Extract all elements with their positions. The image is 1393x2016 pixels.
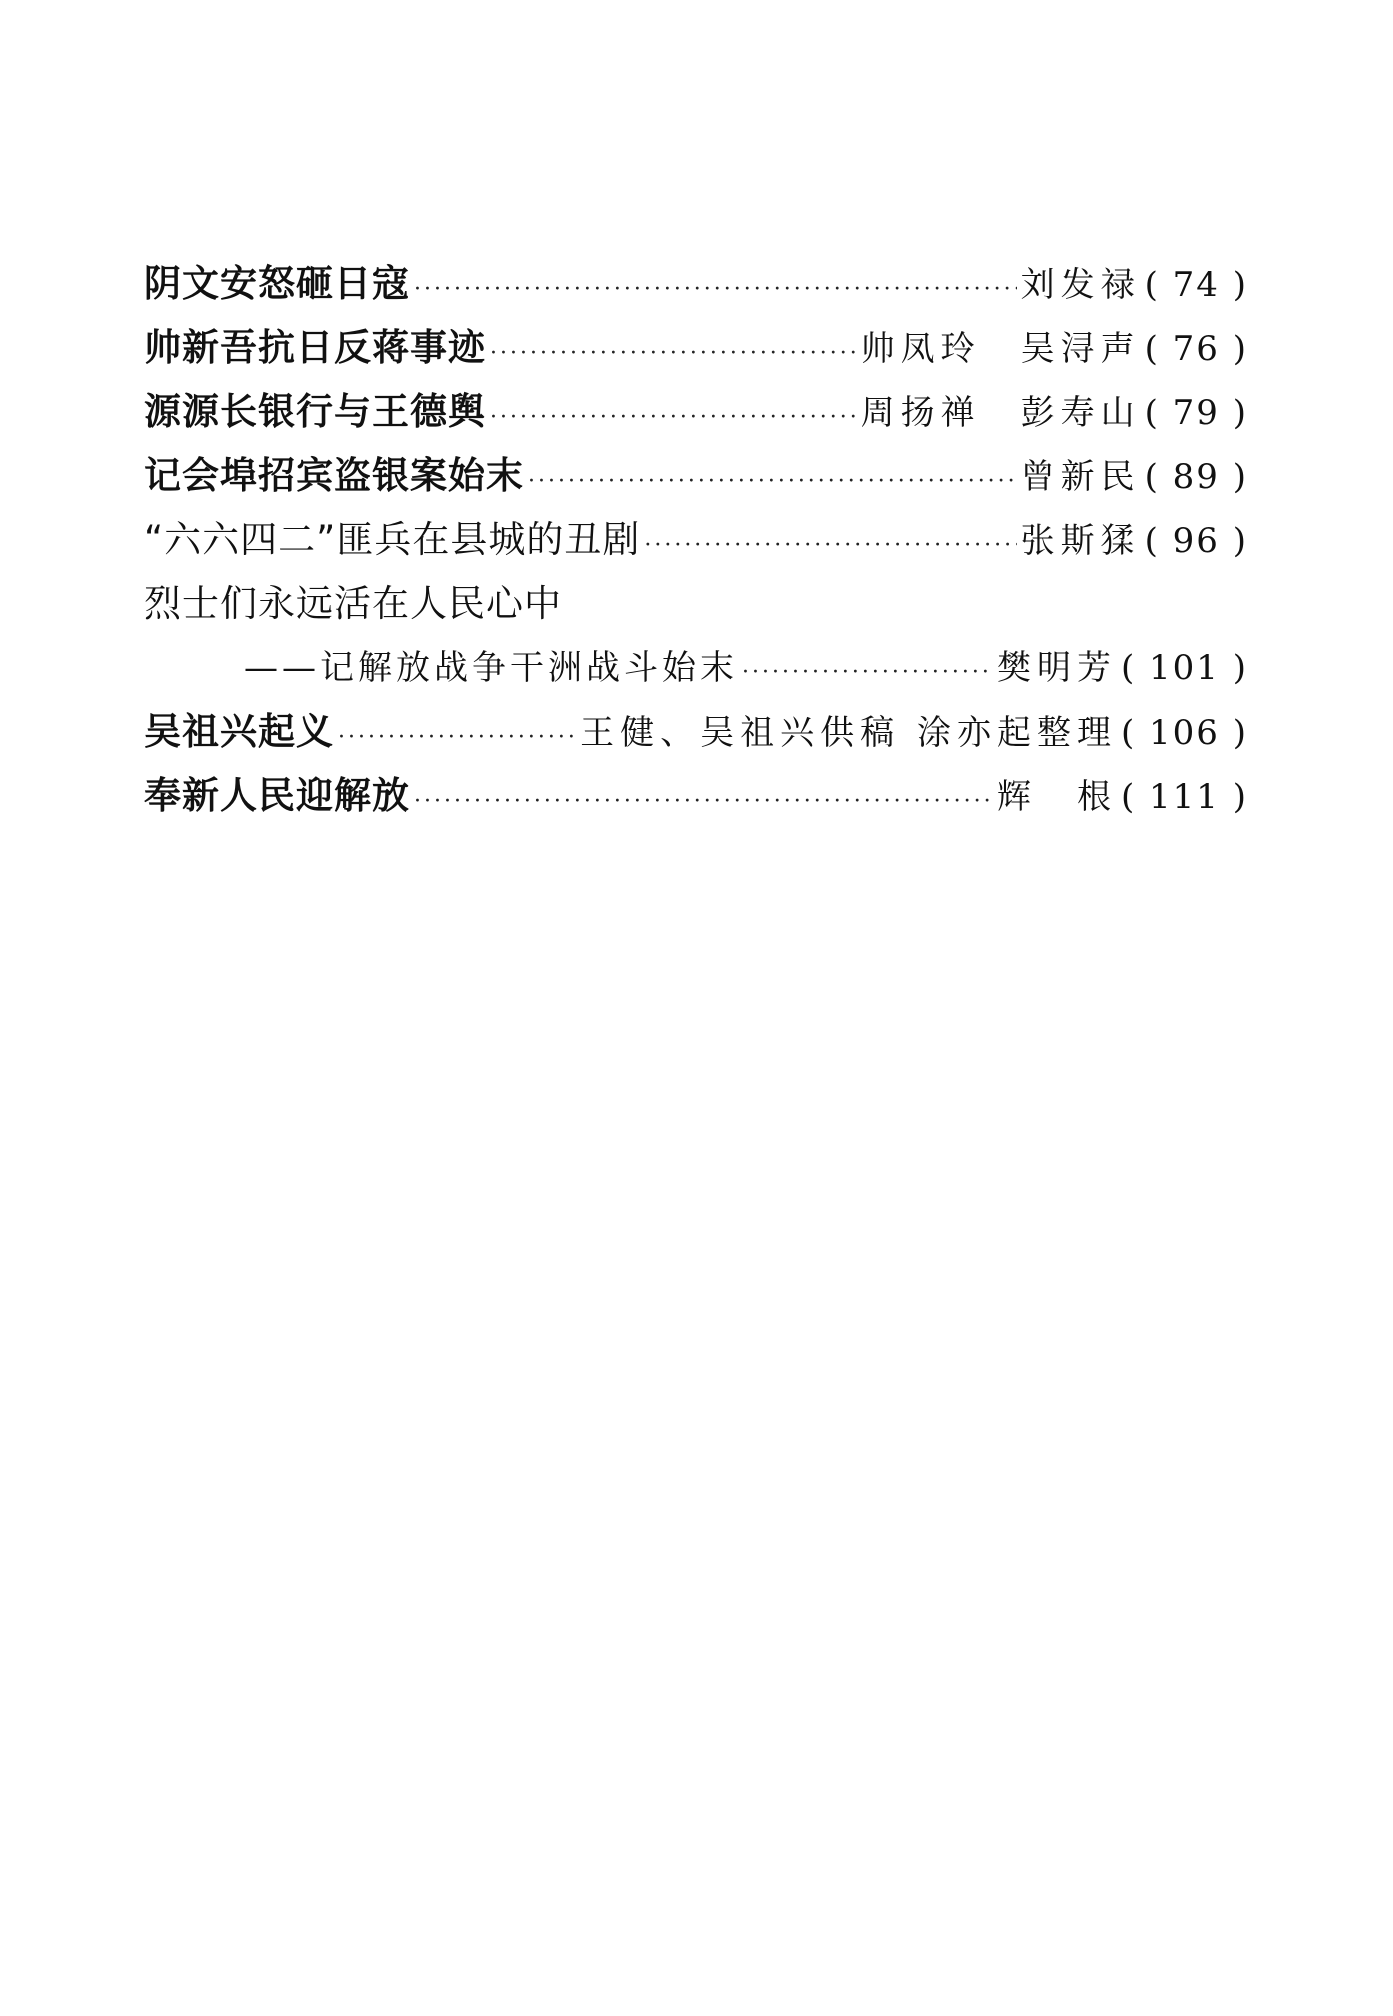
toc-entry-page: ( 76 ) (1144, 329, 1248, 369)
toc-entry-title: “六六四二”匪兵在县城的丑剧 (144, 518, 641, 561)
toc-entry[interactable] (144, 316, 1248, 380)
toc-entry-author: 帅凤玲 吴浔声 (860, 329, 1141, 369)
toc-entry-page: ( 106 ) (1120, 713, 1248, 753)
dot-leader (490, 322, 857, 386)
dot-leader (742, 641, 993, 705)
toc-entry-author: 辉 根 (996, 777, 1117, 817)
table-of-contents (144, 252, 1248, 828)
toc-entry-page: ( 79 ) (1144, 393, 1248, 433)
toc-entry-title: 阴文安怒砸日寇 (144, 262, 410, 305)
toc-entry-page: ( 89 ) (1144, 457, 1248, 497)
toc-entry[interactable] (144, 252, 1248, 316)
toc-entry-title: 源源长银行与王德舆 (144, 390, 486, 433)
toc-entry-author: 刘发禄 (1020, 265, 1141, 305)
toc-entry-title: 烈士们永远活在人民心中 (144, 582, 562, 625)
toc-entry-page: ( 111 ) (1120, 777, 1248, 817)
toc-entry-subtitle-row[interactable] (144, 636, 1248, 700)
toc-entry[interactable] (144, 380, 1248, 444)
toc-entry-author: 曾新民 (1020, 457, 1141, 497)
dot-leader (490, 386, 857, 450)
toc-entry-author: 张斯猱 (1020, 521, 1141, 561)
toc-entry[interactable] (144, 572, 1248, 636)
toc-entry-author: 樊明芳 (996, 648, 1117, 688)
toc-entry-subtitle: ——记解放战争干洲战斗始末 (244, 648, 738, 688)
dot-leader (414, 258, 1017, 322)
toc-entry[interactable] (144, 508, 1248, 572)
dot-leader (338, 706, 576, 770)
toc-entry-page: ( 96 ) (1144, 521, 1248, 561)
toc-entry-author: 周扬禅 彭寿山 (860, 393, 1141, 433)
toc-entry-page: ( 74 ) (1144, 265, 1248, 305)
toc-entry[interactable] (144, 700, 1248, 764)
toc-entry-title: 吴祖兴起义 (144, 710, 334, 753)
toc-entry-author: 王健、吴祖兴供稿 涂亦起整理 (580, 713, 1117, 753)
dot-leader (414, 770, 993, 834)
toc-entry-title: 奉新人民迎解放 (144, 774, 410, 817)
dot-leader (528, 450, 1017, 514)
toc-entry[interactable] (144, 444, 1248, 508)
toc-entry-title: 帅新吾抗日反蒋事迹 (144, 326, 486, 369)
toc-entry-title: 记会埠招宾盗银案始末 (144, 454, 524, 497)
toc-entry-page: ( 101 ) (1120, 648, 1248, 688)
dot-leader (644, 514, 1016, 578)
toc-entry[interactable] (144, 764, 1248, 828)
